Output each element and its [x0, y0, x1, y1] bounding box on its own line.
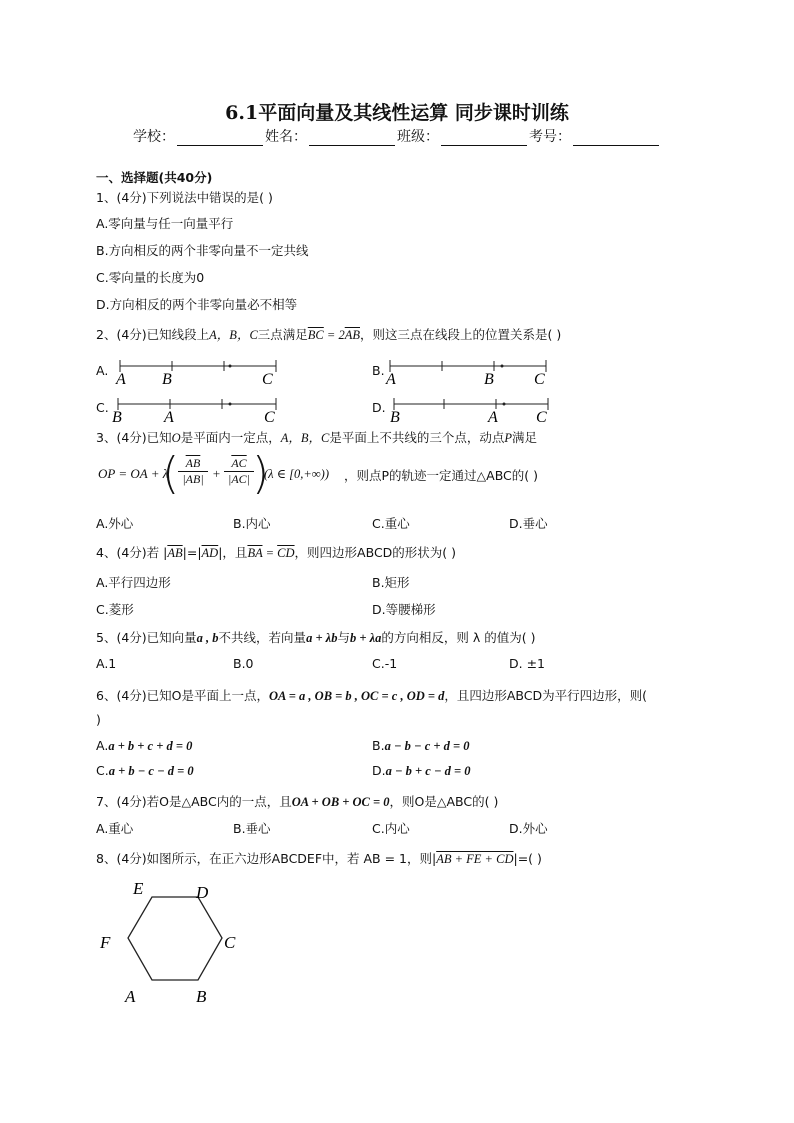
question-5-option-a[interactable]: A.1	[96, 656, 117, 671]
vertex-b-label: B	[196, 987, 207, 1006]
question-5-option-d[interactable]: D. ±1	[509, 656, 545, 671]
point-a-label: A	[386, 371, 396, 388]
vertex-d-label: D	[196, 883, 209, 902]
question-2-stem: 2、(4分)已知线段上A，B，C三点满足$\overline{BC} = 2\overline{AB}$，则这三点在线段上的位置关系是( )	[96, 327, 562, 342]
question-4-option-c[interactable]: C.菱形	[96, 602, 134, 617]
question-3-option-d[interactable]: D.垂心	[509, 516, 548, 531]
vertex-f-label: F	[100, 933, 111, 952]
question-2-option-a[interactable]: A.	[96, 363, 109, 378]
point-c-label: C	[536, 409, 547, 426]
question-7-option-b[interactable]: B.垂心	[233, 821, 271, 836]
question-6-option-a[interactable]: A.a + b + c + d = 0	[96, 738, 193, 753]
exam-no-label: 考号：	[529, 129, 571, 145]
question-5-stem: 5、(4分)已知向量a , b不共线，若向量a + λb与b + λa的方向相反，则 λ 的值为( )	[96, 630, 536, 645]
question-4-option-d[interactable]: D.等腰梯形	[372, 602, 436, 617]
class-label: 班级：	[397, 129, 439, 145]
question-3-option-c[interactable]: C.重心	[372, 516, 410, 531]
point-a-label: A	[116, 371, 126, 388]
point-a-label: A	[164, 409, 174, 426]
student-info-line	[0, 126, 794, 146]
point-b-label: B	[484, 371, 494, 388]
question-1-option-d[interactable]: D.方向相反的两个非零向量必不相等	[96, 297, 298, 312]
question-7-stem: 7、(4分)若O是△ABC内的一点，且OA + OB + OC = 0，则O是△ABC的( )	[96, 794, 499, 809]
vertex-e-label: E	[133, 879, 144, 898]
question-2-diagram-c	[108, 390, 290, 426]
point-a-label: A	[488, 409, 498, 426]
question-1-stem: 1、(4分)下列说法中错误的是( )	[96, 190, 273, 205]
question-1-option-c[interactable]: C.零向量的长度为0	[96, 270, 205, 285]
question-6-stem: 6、(4分)已知O是平面上一点，OA = a , OB = b , OC = c , OD = d，且四边形ABCD为平行四边形，则(	[96, 688, 648, 703]
point-c-label: C	[262, 371, 273, 388]
question-5-option-c[interactable]: C.-1	[372, 656, 398, 671]
question-2-option-c[interactable]: C.	[96, 400, 109, 415]
question-3-option-b[interactable]: B.内心	[233, 516, 271, 531]
question-7-option-c[interactable]: C.内心	[372, 821, 410, 836]
question-2-option-b[interactable]: B.	[372, 363, 385, 378]
question-2-diagram-b	[382, 352, 562, 388]
hexagon-figure	[94, 878, 254, 1008]
class-blank[interactable]	[441, 131, 527, 146]
question-4-option-a[interactable]: A.平行四边形	[96, 575, 171, 590]
point-b-label: B	[112, 409, 122, 426]
question-1-option-a[interactable]: A.零向量与任一向量平行	[96, 216, 234, 231]
question-2-diagram-d	[384, 390, 564, 426]
point-c-label: C	[534, 371, 545, 388]
question-3-option-a[interactable]: A.外心	[96, 516, 134, 531]
vertex-c-label: C	[224, 933, 236, 952]
question-4-stem: 4、(4分)若 $|\overline{AB}|=|\overline{AD}|$，且$\overline{BA} = \overline{CD}$，则四边形ABCD的形状为( )	[96, 545, 457, 560]
question-8-stem: 8、(4分)如图所示，在正六边形ABCDEF中，若 AB = 1，则|AB + FE + CD|=( )	[96, 851, 542, 866]
question-4-option-b[interactable]: B.矩形	[372, 575, 410, 590]
question-1-option-b[interactable]: B.方向相反的两个非零向量不一定共线	[96, 243, 309, 258]
question-6-stem-continued: )	[96, 712, 101, 727]
question-2-diagram-a	[110, 352, 290, 388]
point-b-label: B	[162, 371, 172, 388]
question-6-option-d[interactable]: D.a − b + c − d = 0	[372, 763, 471, 778]
question-6-option-c[interactable]: C.a + b − c − d = 0	[96, 763, 194, 778]
question-7-option-a[interactable]: A.重心	[96, 821, 134, 836]
school-label: 学校：	[133, 129, 175, 145]
name-label: 姓名：	[265, 129, 307, 145]
question-5-option-b[interactable]: B.0	[233, 656, 254, 671]
exam-no-blank[interactable]	[573, 131, 659, 146]
question-2-option-d[interactable]: D.	[372, 400, 386, 415]
question-3-stem: 3、(4分)已知O是平面内一定点，A，B，C是平面上不共线的三个点，动点P满足	[96, 430, 537, 445]
point-b-label: B	[390, 409, 400, 426]
question-6-option-b[interactable]: B.a − b − c + d = 0	[372, 738, 470, 753]
question-7-option-d[interactable]: D.外心	[509, 821, 548, 836]
school-blank[interactable]	[177, 131, 263, 146]
section-title: 一、选择题(共40分)	[96, 170, 213, 185]
vertex-a-label: A	[125, 987, 136, 1006]
point-c-label: C	[264, 409, 275, 426]
name-blank[interactable]	[309, 131, 395, 146]
page-title: 6.1平面向量及其线性运算 同步课时训练	[225, 102, 569, 124]
